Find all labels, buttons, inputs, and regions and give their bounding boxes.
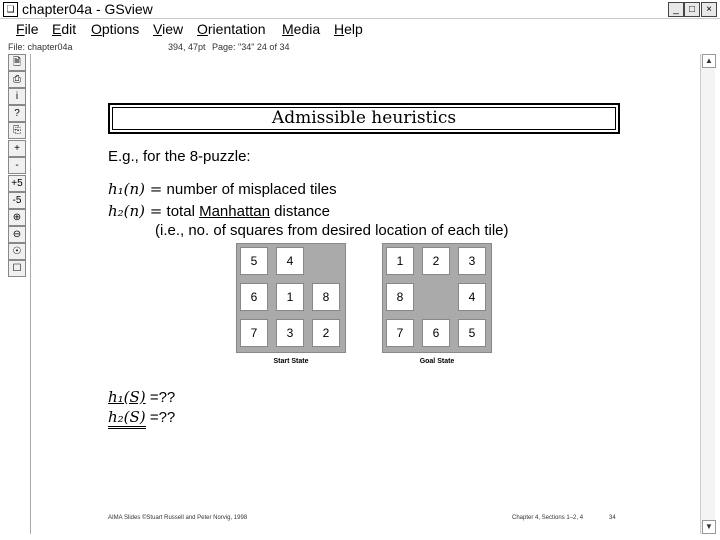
- document-page: [31, 54, 699, 534]
- status-file: File: chapter04a: [8, 42, 73, 52]
- goal-tile: 6: [422, 319, 450, 347]
- menu-orientation[interactable]: Orientation: [197, 21, 266, 37]
- vertical-scrollbar[interactable]: [700, 54, 715, 534]
- q1-math: h₁(S): [108, 388, 146, 406]
- window-title: chapter04a - GSview: [22, 1, 153, 17]
- h2-line: [108, 202, 330, 220]
- intro-text: E.g., for the 8-puzzle:: [108, 148, 251, 165]
- goal-state-puzzle: [382, 243, 492, 353]
- start-tile: 8: [312, 283, 340, 311]
- print-icon[interactable]: ⎙: [8, 71, 26, 88]
- menu-file[interactable]: File: [16, 21, 39, 37]
- start-tile: 2: [312, 319, 340, 347]
- goal-tile: 5: [458, 319, 486, 347]
- start-state-label: Start State: [273, 358, 309, 365]
- zoom-out-icon[interactable]: ⊖: [8, 226, 26, 243]
- menu-help[interactable]: Help: [334, 21, 363, 37]
- h1-line: [108, 180, 337, 198]
- start-tile: 3: [276, 319, 304, 347]
- goal-tile: 7: [386, 319, 414, 347]
- scroll-up-icon[interactable]: ▲: [702, 54, 716, 68]
- status-page: Page: "34" 24 of 34: [212, 42, 290, 52]
- goal-tile: 2: [422, 247, 450, 275]
- slide-title-frame: [108, 103, 620, 134]
- q2-math: h₂(S): [108, 408, 146, 429]
- status-coords: 394, 47pt: [168, 42, 206, 52]
- note-text: (i.e., no. of squares from desired location of each tile): [155, 222, 509, 239]
- maximize-button[interactable]: □: [684, 2, 700, 17]
- next-page-icon[interactable]: +: [8, 140, 26, 157]
- h2-text-post: distance: [274, 203, 331, 220]
- start-tile: 7: [240, 319, 268, 347]
- info-icon[interactable]: i: [8, 88, 26, 105]
- h1-text: number of misplaced tiles: [166, 181, 337, 198]
- footer-left: AIMA Slides ©Stuart Russell and Peter Norvig, 1998: [108, 515, 248, 521]
- magnify-icon[interactable]: ☉: [8, 243, 26, 260]
- start-tile: 1: [276, 283, 304, 311]
- h2-text-pre: total: [166, 203, 195, 220]
- footer-page-number: 34: [609, 515, 616, 521]
- minimize-button[interactable]: _: [668, 2, 684, 17]
- q2-rest: =??: [145, 409, 176, 426]
- start-state-puzzle: [236, 243, 346, 353]
- goal-tile: 3: [458, 247, 486, 275]
- goal-tile: 4: [458, 283, 486, 311]
- zoom-in-icon[interactable]: ⊕: [8, 209, 26, 226]
- skip-forward-5-icon[interactable]: +5: [8, 175, 26, 192]
- goto-page-icon[interactable]: ⎘: [8, 122, 26, 139]
- goal-tile: 8: [386, 283, 414, 311]
- open-icon[interactable]: 🗎: [8, 54, 26, 71]
- start-tile: 6: [240, 283, 268, 311]
- goal-state-label: Goal State: [419, 358, 455, 365]
- question-h1: [108, 388, 175, 406]
- toolbar: [8, 54, 26, 280]
- app-icon[interactable]: ❏: [3, 2, 18, 17]
- menu-media[interactable]: Media: [282, 21, 321, 37]
- thumbnail-icon[interactable]: ☐: [8, 260, 26, 277]
- footer-right: Chapter 4, Sections 1–2, 4: [512, 515, 584, 521]
- menu-edit[interactable]: Edit: [52, 21, 77, 37]
- h2-text-manhattan: Manhattan: [199, 203, 270, 220]
- start-tile: 4: [276, 247, 304, 275]
- scroll-down-icon[interactable]: ▼: [702, 520, 716, 534]
- menu-bar: [0, 19, 720, 40]
- question-h2: [108, 408, 175, 426]
- q1-rest: =??: [145, 389, 176, 406]
- status-line: [0, 40, 720, 54]
- close-button[interactable]: ×: [701, 2, 717, 17]
- title-bar: [0, 0, 720, 19]
- slide-title: Admissible heuristics: [112, 107, 616, 130]
- skip-back-5-icon[interactable]: -5: [8, 192, 26, 209]
- h1-math: h₁(n) =: [108, 180, 163, 198]
- help-icon[interactable]: ?: [8, 105, 26, 122]
- prev-page-icon[interactable]: -: [8, 157, 26, 174]
- menu-view[interactable]: View: [153, 21, 184, 37]
- menu-options[interactable]: Options: [91, 21, 140, 37]
- goal-tile: 1: [386, 247, 414, 275]
- start-tile: 5: [240, 247, 268, 275]
- h2-math: h₂(n) =: [108, 202, 163, 220]
